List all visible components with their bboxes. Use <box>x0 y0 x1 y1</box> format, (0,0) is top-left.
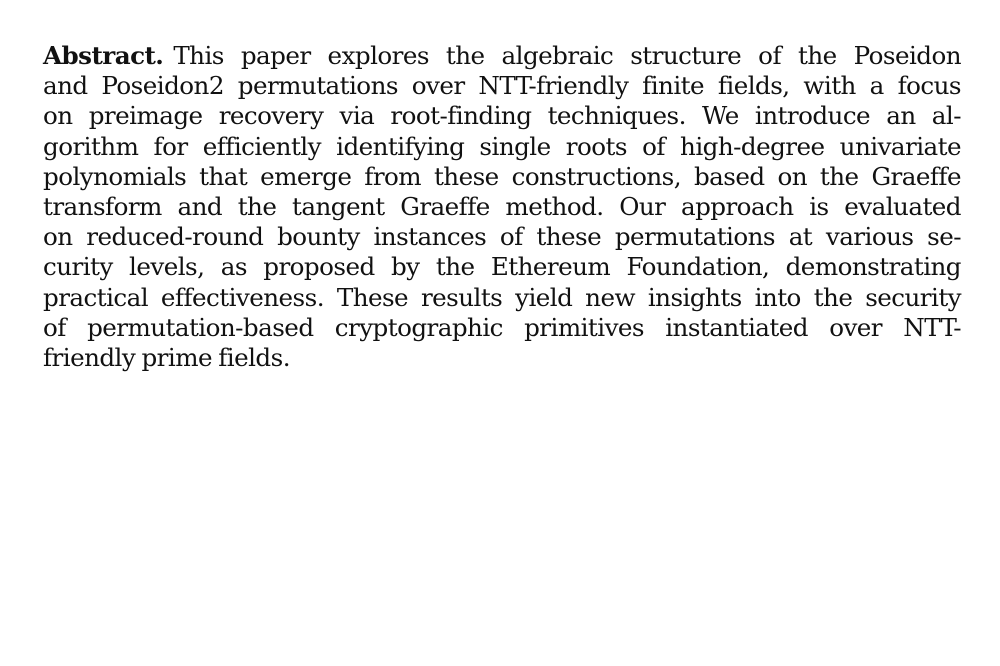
abstract-line-3: on preimage recovery via root-finding techniques. We introduce an al- <box>43 101 961 131</box>
abstract-line-9: practical effectiveness. These results yield new insights into the security <box>43 282 961 312</box>
abstract-label: Abstract. <box>43 41 164 70</box>
abstract-line-5: polynomials that emerge from these constructions, based on the Graeffe <box>43 161 961 191</box>
abstract-line-1 <box>43 41 961 71</box>
abstract-line-text: This paper explores the algebraic structure of the Poseidon <box>173 41 961 70</box>
abstract-line-2: and Poseidon2 permutations over NTT-friendly finite fields, with a focus <box>43 71 961 101</box>
abstract-line-10: of permutation-based cryptographic primitives instantiated over NTT- <box>43 312 961 342</box>
abstract-line-11: friendly prime fields. <box>43 342 290 372</box>
abstract-line-4: gorithm for efficiently identifying single roots of high-degree univariate <box>43 131 961 161</box>
abstract-line-6: transform and the tangent Graeffe method. Our approach is evaluated <box>43 191 961 221</box>
abstract-paragraph <box>43 41 961 373</box>
abstract-line-7: on reduced-round bounty instances of these permutations at various se- <box>43 222 961 252</box>
abstract-line-8: curity levels, as proposed by the Ethereum Foundation, demonstrating <box>43 252 961 282</box>
